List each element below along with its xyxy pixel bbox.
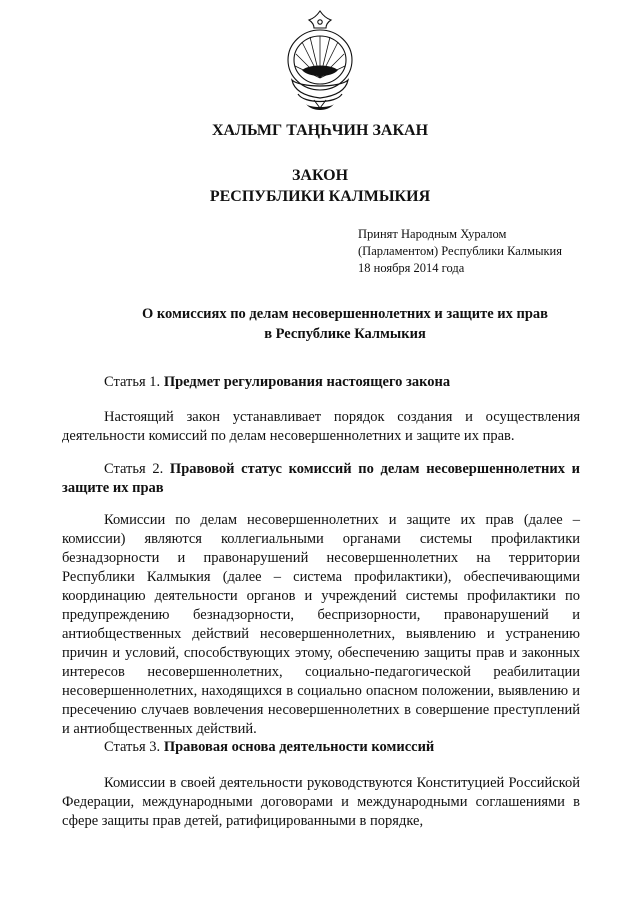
adoption-line1: Принят Народным Хуралом xyxy=(358,227,507,241)
law-title-line2: РЕСПУБЛИКИ КАЛМЫКИЯ xyxy=(209,188,431,205)
kalmyk-title: ХАЛЬМГ ТАҢҺЧИН ЗАКАН xyxy=(211,122,429,139)
adoption-line2: (Парламентом) Республики Калмыкия xyxy=(358,244,562,258)
adoption-date: 18 ноября 2014 года xyxy=(358,261,465,275)
article-3-text: Комиссии в своей деятельности руководствуются Конституцией Российской Федерации, международными договорами и международными соглашениями в сфере защиты прав детей, ратифицированными в порядке, xyxy=(62,775,580,829)
article-3-title: Правовая основа деятельности комиссий xyxy=(163,739,435,755)
law-subject-line2: в Республике Калмыкия xyxy=(264,326,426,342)
article-3-label: Статья 3. xyxy=(104,739,161,755)
kalmykia-emblem-icon xyxy=(280,8,360,116)
adoption-note xyxy=(358,226,562,277)
law-title-line1: ЗАКОН xyxy=(291,167,349,184)
article-1-label: Статья 1. xyxy=(104,374,161,390)
article-2-body xyxy=(62,511,580,739)
article-2-label: Статья 2. xyxy=(104,461,164,477)
law-title xyxy=(0,165,640,207)
article-3-heading xyxy=(62,738,580,757)
law-subject xyxy=(60,304,630,344)
article-1-text: Настоящий закон устанавливает порядок создания и осуществления деятельности комиссий по делам несовершеннолетних и защите их прав. xyxy=(62,409,580,444)
article-3-body xyxy=(62,774,580,831)
article-1-title: Предмет регулирования настоящего закона xyxy=(163,374,451,390)
article-2-text: Комиссии по делам несовершеннолетних и защите их прав (далее – комиссии) являются коллегиальными органами системы профилактики безнадзорности и правонарушений несовершеннолетних на территории Республики Калмыкия (далее – система профилактики), обеспечивающими координацию деятельности органов и учреждений системы профилактики по предупреждению безнадзорности, беспризорности, правонарушений и антиобщественных действий несовершеннолетних, выявлению и устранению причин и условий, способствующих этому, обеспечению защиты прав и законных интересов несовершеннолетних, социально-педагогической реабилитации несовершеннолетних, находящихся в социально опасном положении, выявлению и пресечению случаев вовлечения несовершеннолетних в совершение преступлений и антиобщественных действий. xyxy=(62,512,580,737)
article-1-body xyxy=(62,408,580,446)
article-2-title: Правовой статус комиссий по делам несовершеннолетних и защите их прав xyxy=(62,461,580,496)
article-2-heading xyxy=(62,460,580,498)
law-subject-line1: О комиссиях по делам несовершеннолетних и защите их прав xyxy=(141,306,548,322)
article-1-heading xyxy=(62,373,580,392)
